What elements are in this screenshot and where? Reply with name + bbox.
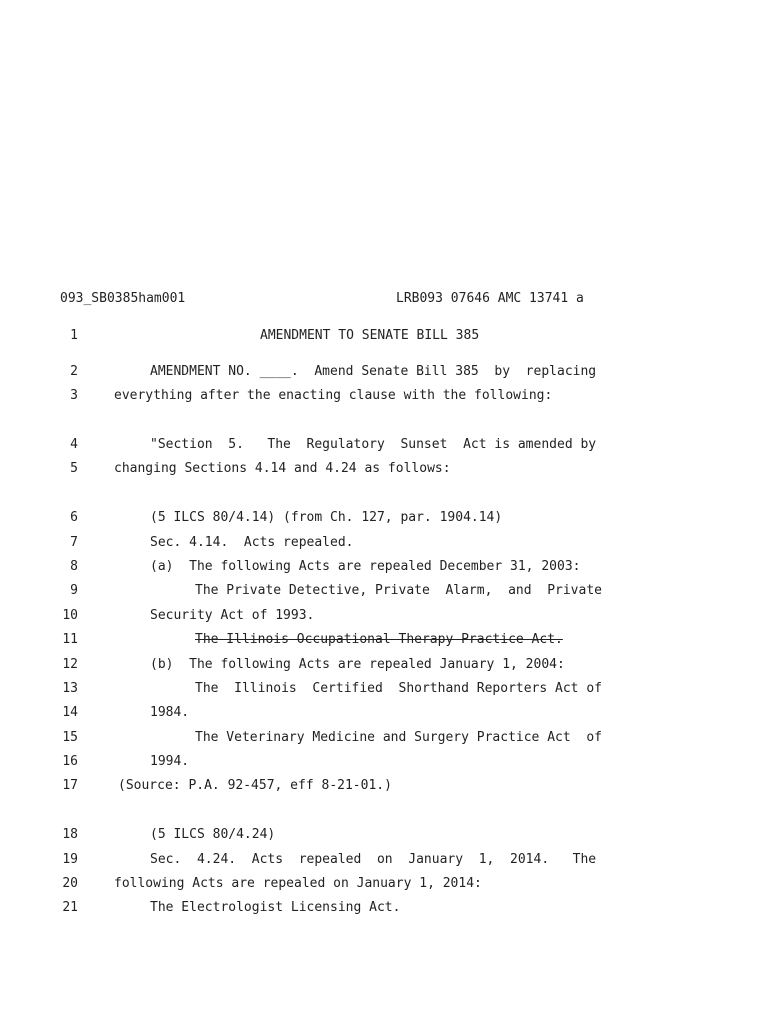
document-line bbox=[0, 655, 770, 675]
document-line bbox=[0, 776, 770, 796]
document-line bbox=[0, 728, 770, 748]
line-number: 11 bbox=[62, 632, 78, 647]
document-line bbox=[0, 326, 770, 346]
line-text: AMENDMENT NO. ____. Amend Senate Bill 385 by replacing bbox=[150, 364, 597, 379]
document-line bbox=[0, 874, 770, 894]
line-number: 1 bbox=[70, 328, 78, 343]
document-line bbox=[0, 606, 770, 626]
line-number: 7 bbox=[70, 535, 78, 550]
document-line bbox=[0, 679, 770, 699]
line-number: 10 bbox=[62, 608, 78, 623]
line-number: 3 bbox=[70, 388, 78, 403]
line-text: (5 ILCS 80/4.24) bbox=[150, 827, 276, 842]
line-number: 2 bbox=[70, 364, 78, 379]
document-line bbox=[0, 630, 770, 650]
line-text: The Illinois Certified Shorthand Reporters Act of bbox=[195, 681, 602, 696]
line-number: 6 bbox=[70, 510, 78, 525]
document-line bbox=[0, 386, 770, 406]
line-number: 15 bbox=[62, 730, 78, 745]
line-number: 19 bbox=[62, 852, 78, 867]
line-number: 16 bbox=[62, 754, 78, 769]
line-text: 1994. bbox=[150, 754, 190, 769]
document-line bbox=[0, 459, 770, 479]
line-number: 20 bbox=[62, 876, 78, 891]
line-text: Sec. 4.14. Acts repealed. bbox=[150, 535, 354, 550]
document-line bbox=[0, 581, 770, 601]
line-text: The Electrologist Licensing Act. bbox=[150, 900, 401, 915]
document-line bbox=[0, 703, 770, 723]
line-text: Sec. 4.24. Acts repealed on January 1, 2014. The bbox=[150, 852, 597, 867]
bill-id: 093_SB0385ham001 bbox=[60, 291, 186, 306]
line-text: (a) The following Acts are repealed December 31, 2003: bbox=[150, 559, 581, 574]
source-note: (Source: P.A. 92-457, eff 8-21-01.) bbox=[118, 778, 392, 793]
document-line bbox=[0, 362, 770, 382]
line-number: 5 bbox=[70, 461, 78, 476]
line-text: (5 ILCS 80/4.14) (from Ch. 127, par. 1904.14) bbox=[150, 510, 503, 525]
line-text: The Veterinary Medicine and Surgery Practice Act of bbox=[195, 730, 602, 745]
line-number: 8 bbox=[70, 559, 78, 574]
document-line bbox=[0, 557, 770, 577]
line-text: changing Sections 4.14 and 4.24 as follows: bbox=[114, 461, 451, 476]
line-number: 9 bbox=[70, 583, 78, 598]
line-text: The Private Detective, Private Alarm, and Private bbox=[195, 583, 602, 598]
line-text: (b) The following Acts are repealed January 1, 2004: bbox=[150, 657, 565, 672]
line-text: everything after the enacting clause with the following: bbox=[114, 388, 553, 403]
lrb-number: LRB093 07646 AMC 13741 a bbox=[396, 291, 584, 306]
line-number: 17 bbox=[62, 778, 78, 793]
struck-text: The Illinois Occupational Therapy Practice Act. bbox=[195, 632, 563, 647]
document-line bbox=[0, 508, 770, 528]
document-line bbox=[0, 533, 770, 553]
line-number: 18 bbox=[62, 827, 78, 842]
line-text: Security Act of 1993. bbox=[150, 608, 315, 623]
document-line bbox=[0, 435, 770, 455]
line-text: 1984. bbox=[150, 705, 190, 720]
line-text: following Acts are repealed on January 1, 2014: bbox=[114, 876, 482, 891]
line-number: 4 bbox=[70, 437, 78, 452]
document-line bbox=[0, 752, 770, 772]
line-number: 21 bbox=[62, 900, 78, 915]
line-number: 13 bbox=[62, 681, 78, 696]
line-number: 12 bbox=[62, 657, 78, 672]
line-text: "Section 5. The Regulatory Sunset Act is amended by bbox=[150, 437, 597, 452]
document-line bbox=[0, 825, 770, 845]
document-line bbox=[0, 898, 770, 918]
document-line bbox=[0, 850, 770, 870]
amendment-title: AMENDMENT TO SENATE BILL 385 bbox=[260, 328, 480, 343]
line-number: 14 bbox=[62, 705, 78, 720]
